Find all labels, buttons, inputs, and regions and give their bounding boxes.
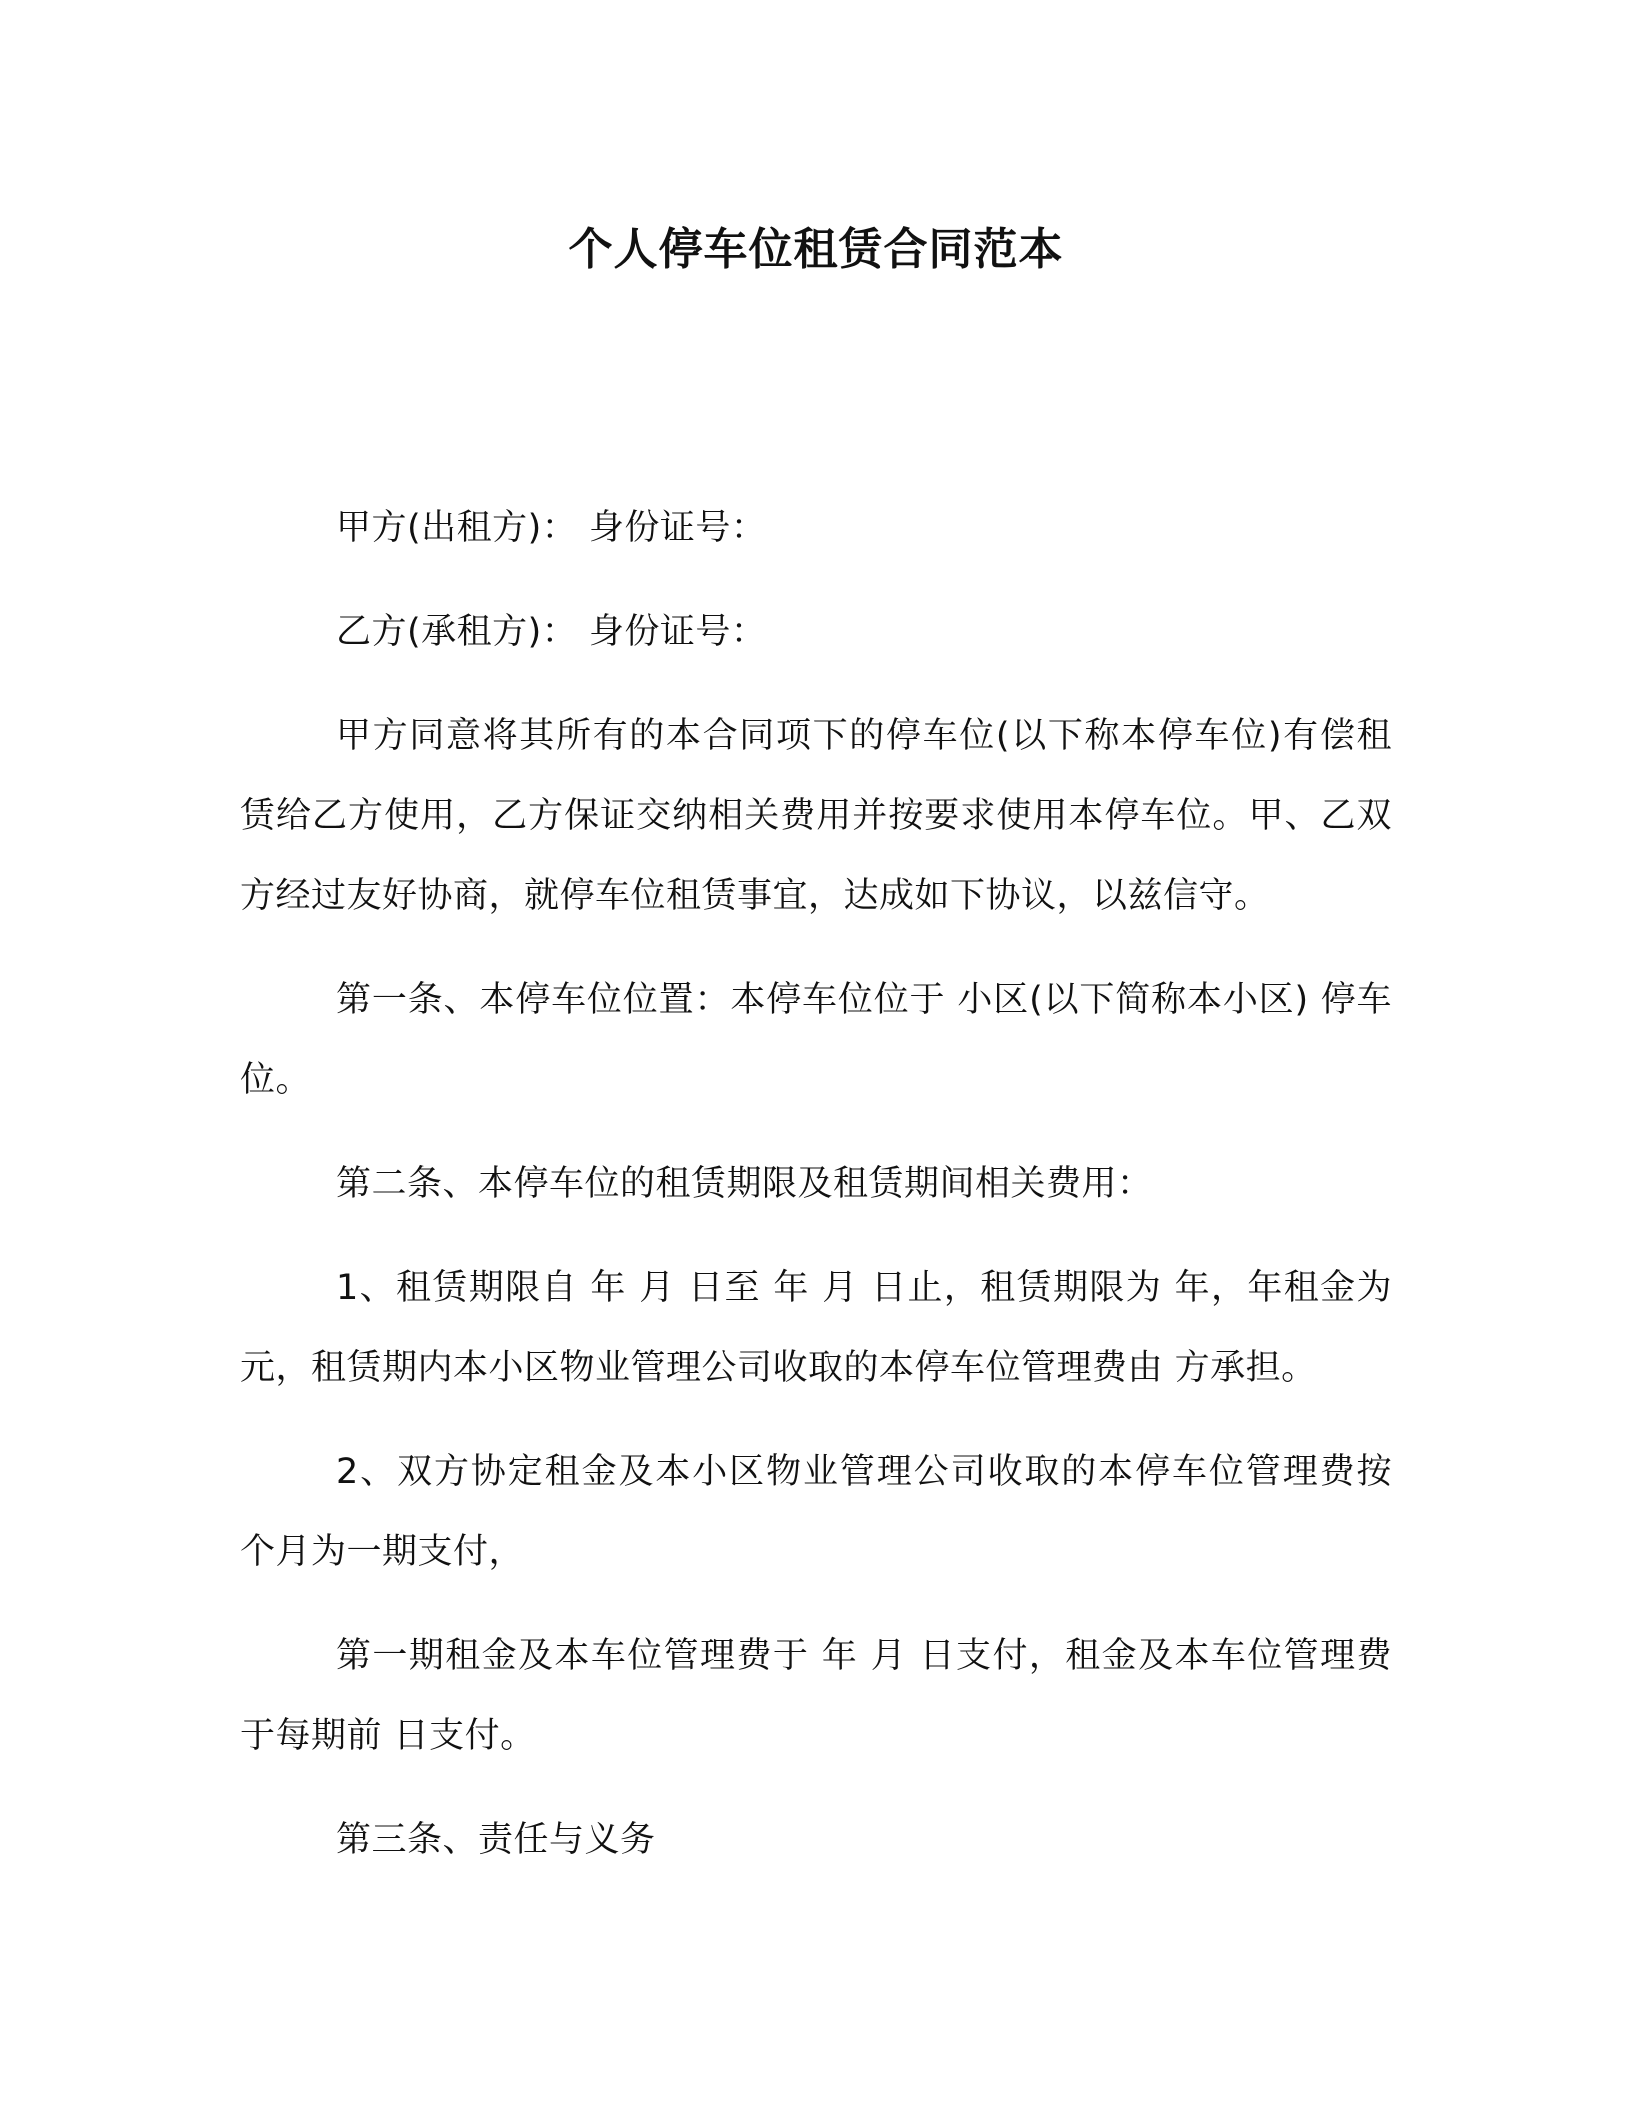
intro-paragraph: 甲方同意将其所有的本合同项下的停车位(以下称本停车位)有偿租赁给乙方使用，乙方保证交纳相关费用并按要求使用本停车位。甲、乙双方经过友好协商，就停车位租赁事宜，达成如下协议，以兹信守。 <box>240 716 1392 916</box>
party-a-line: 甲方(出租方)： 身份证号： <box>336 508 767 548</box>
article-two-item-1: 1、租赁期限自 年 月 日至 年 月 日止，租赁期限为 年，年租金为 元，租赁期内本小区物业管理公司收取的本停车位管理费由 方承担。 <box>240 1268 1392 1388</box>
document-title: 个人停车位租赁合同范本 <box>568 224 1064 275</box>
article-two-heading: 第二条、本停车位的租赁期限及租赁期间相关费用： <box>336 1164 1153 1204</box>
first-payment-paragraph: 第一期租金及本车位管理费于 年 月 日支付，租金及本车位管理费于每期前 日支付。 <box>240 1636 1392 1756</box>
article-two-item-2: 2、双方协定租金及本小区物业管理公司收取的本停车位管理费按 个月为一期支付， <box>240 1452 1392 1572</box>
article-three-heading: 第三条、责任与义务 <box>336 1820 656 1860</box>
document-body <box>240 488 1392 1904</box>
party-b-line: 乙方(承租方)： 身份证号： <box>336 612 767 652</box>
article-one: 第一条、本停车位位置：本停车位位于 小区(以下简称本小区) 停车位。 <box>240 980 1392 1100</box>
